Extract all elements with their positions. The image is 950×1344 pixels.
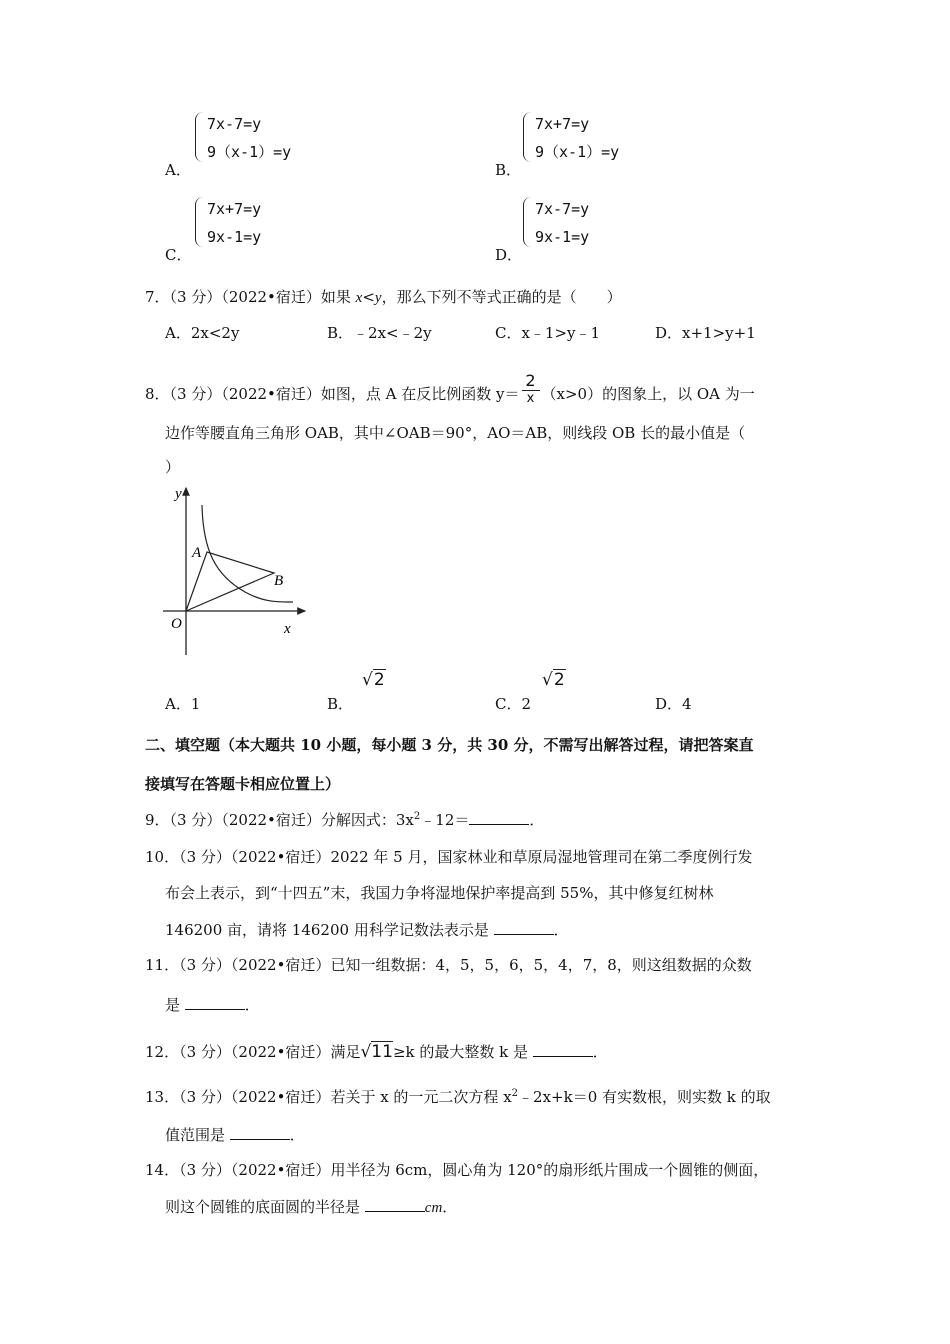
q7-option-d: D．x+1>y+1 [655, 324, 756, 342]
q7-stem [145, 287, 622, 308]
radicand: 2 [553, 670, 565, 690]
answer-blank[interactable] [533, 1042, 593, 1057]
radicand: 11 [371, 1042, 393, 1062]
point-o-label: O [171, 616, 182, 632]
q6-option-c-label: C． [165, 246, 192, 264]
q6-option-d-label: D． [495, 246, 523, 264]
q10-stem-line2: 布会上表示，到“十四五”末，我国力争将湿地保护率提高到 55%，其中修复红树林 [165, 884, 714, 902]
unit: cm [424, 1200, 443, 1216]
answer-blank[interactable] [494, 920, 554, 935]
equation: 9（x-1）=y [207, 143, 292, 161]
question-number: 14． [145, 1161, 180, 1179]
question-meta: （3 分）（2022•宿迁） [179, 1088, 331, 1106]
text: （x>0）的图象上，以 OA 为一 [541, 385, 755, 403]
text: ． [592, 1043, 608, 1061]
question-meta: （3 分）（2022•宿迁） [169, 288, 321, 306]
text: 值范围是 [165, 1126, 230, 1144]
question-number: 8． [145, 385, 170, 403]
answer-blank[interactable] [469, 810, 529, 825]
q6-option-c-system [195, 195, 261, 251]
section-heading-line2: 接填写在答题卡相应位置上） [145, 775, 341, 793]
equation: 9（x-1）=y [535, 143, 620, 161]
y-label: y [175, 486, 182, 502]
q6-option-d-system [523, 195, 589, 251]
text: ≥k 的最大整数 k 是 [392, 1043, 533, 1061]
question-number: 12． [145, 1043, 180, 1061]
radicand: 2 [373, 670, 385, 690]
text: 若关于 x 的一元二次方程 x [330, 1088, 512, 1106]
q6-option-b-label: B． [495, 161, 522, 179]
text: ﹣2x+k＝0 有实数根，则实数 k 的取 [518, 1088, 771, 1106]
q8-option-d: D．4 [655, 695, 692, 713]
q8-option-c: C．2 [495, 695, 532, 713]
text: 则这个圆锥的底面圆的半径是 [165, 1198, 365, 1216]
question-number: 7． [145, 288, 170, 306]
question-meta: （3 分）（2022•宿迁） [169, 385, 321, 403]
var: y [374, 290, 382, 306]
text: 如果 [320, 288, 356, 306]
q8-stem-line3: ） [165, 458, 181, 476]
exponent: 2 [511, 1088, 519, 1099]
question-meta: （3 分）（2022•宿迁） [179, 1043, 331, 1061]
q8-stem-line2: 边作等腰直角三角形 OAB，其中∠OAB＝90°，AO＝AB，则线段 OB 长的最小值是（ [165, 424, 746, 442]
q14-stem-line1 [145, 1160, 768, 1180]
text: 用半径为 6cm，圆心角为 120°的扇形纸片围成一个圆锥的侧面， [330, 1161, 769, 1179]
fraction-denominator: x [526, 391, 535, 406]
text: 已知一组数据：4，5，5，6，5，4，7，8，则这组数据的众数 [330, 956, 752, 974]
text: ． [289, 1126, 305, 1144]
fraction-numerator: 2 [522, 372, 540, 391]
text: 满足 [330, 1043, 361, 1061]
equation: 7x-7=y [207, 115, 262, 133]
question-meta: （3 分）（2022•宿迁） [179, 1161, 331, 1179]
sqrt-expression: √2 [542, 670, 565, 690]
q8-stem-line1 [145, 372, 755, 406]
question-number: 10． [145, 848, 180, 866]
exponent: 2 [413, 811, 421, 822]
text: 2022 年 5 月，国家林业和草原局湿地管理司在第二季度例行发 [330, 848, 753, 866]
text: 如图，点 A 在反比例函数 y＝ [320, 385, 520, 403]
question-number: 13． [145, 1088, 180, 1106]
q11-stem-line2 [165, 995, 260, 1015]
q8-option-b: B． [327, 695, 354, 713]
text: ﹣12＝ [420, 811, 470, 829]
q6-option-a-system [195, 110, 291, 166]
q14-stem-line2 [165, 1197, 457, 1218]
sqrt-expression: √11 [360, 1042, 393, 1062]
q7-option-b: B．﹣2x<﹣2y [327, 324, 432, 342]
text: ． [442, 1198, 458, 1216]
q7-option-c: C．x﹣1>y﹣1 [495, 324, 601, 342]
text: ． [529, 811, 545, 829]
text: ，那么下列不等式正确的是（ ） [381, 288, 622, 306]
question-number: 9． [145, 811, 170, 829]
answer-blank[interactable] [230, 1125, 290, 1140]
q7-option-a: A．2x<2y [165, 324, 240, 342]
equation: 9x-1=y [535, 228, 590, 246]
question-meta: （3 分）（2022•宿迁） [179, 956, 331, 974]
sqrt-expression: √2 [362, 670, 385, 690]
answer-blank[interactable] [185, 995, 245, 1010]
text: ． [244, 996, 260, 1014]
q8-option-a: A．1 [165, 695, 201, 713]
text: 分解因式：3x [320, 811, 414, 829]
section-heading-line1: 二、填空题（本大题共 10 小题，每小题 3 分，共 30 分，不需写出解答过程，请把答案直 [145, 736, 754, 754]
equation: 7x+7=y [535, 115, 590, 133]
var: x [355, 290, 363, 306]
q10-stem-line3 [165, 920, 569, 940]
q8-figure [155, 480, 315, 665]
question-number: 11． [145, 956, 180, 974]
text: ． [553, 921, 569, 939]
q9-stem [145, 810, 544, 830]
q13-stem-line2 [165, 1125, 305, 1145]
text: 是 [165, 996, 185, 1014]
equation: 7x-7=y [535, 200, 590, 218]
question-meta: （3 分）（2022•宿迁） [169, 811, 321, 829]
question-meta: （3 分）（2022•宿迁） [179, 848, 331, 866]
text: < [362, 288, 375, 306]
q6-option-b-system [523, 110, 619, 166]
text: 146200 亩，请将 146200 用科学记数法表示是 [165, 921, 494, 939]
x-label: x [284, 621, 291, 637]
q13-stem-line1 [145, 1087, 771, 1107]
q10-stem-line1 [145, 847, 752, 867]
equation: 7x+7=y [207, 200, 262, 218]
q6-option-a-label: A． [165, 161, 191, 179]
q11-stem-line1 [145, 955, 752, 975]
point-a-label: A [192, 545, 202, 561]
answer-blank[interactable] [365, 1197, 425, 1212]
q12-stem [145, 1042, 608, 1062]
equation: 9x-1=y [207, 228, 262, 246]
point-b-label: B [274, 573, 284, 589]
fraction [522, 372, 540, 406]
